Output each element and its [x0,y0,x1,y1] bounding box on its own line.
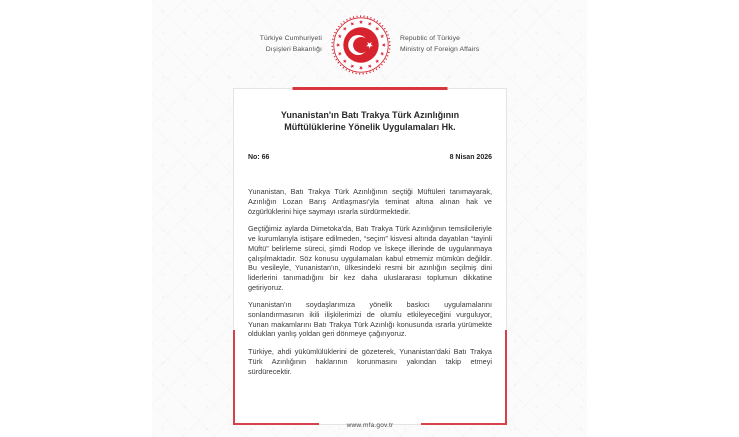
mfa-emblem-icon [331,15,391,75]
paragraph-2: Geçtiğimiz aylarda Dimetoka'da, Batı Trakya Türk Azınlığının temsilcileriyle ve kurumlarıyla istişare edilmeden, “seçim” kisvesi altında dayatılan “tayinli Müftü” belirleme süreci, şimdi Rodop ve İskeçe illerinde de uygulanmaya çalışılmaktadır. Söz konusu uygulamaları kabul etmemiz mümkün değildir. Bu vesileyle, Yunanistan'ın, ülkesindeki resmi bir azınlığın seçilmiş dini liderlerini tanımadığını bir kez daha uluslararası toplumun dikkatine getiriyoruz. [248,224,492,292]
release-date: 8 Nisan 2026 [449,154,492,162]
ministry-name-english [400,34,479,55]
page-title: Yunanistan'ın Batı Trakya Türk Azınlığının Müftülüklerine Yönelik Uygulamaları Hk. [280,110,460,133]
paragraph-1: Yunanistan, Batı Trakya Türk Azınlığının seçtiği Müftüleri tanımayarak, Azınlığın Lozan Barış Antlaşması'yla teminat altına alınan hak ve özgürlüklerini hiçe saymayı ısrarla sürdürmektedir. [248,187,492,216]
release-number: No: 66 [248,154,270,162]
website-url: www.mfa.gov.tr [346,421,394,429]
frame-line-left [233,330,235,425]
document-meta-row [248,154,492,161]
paragraph-4: Türkiye, ahdi yükümlülüklerini de gözeterek, Yunanistan'daki Batı Trakya Türk Azınlığının haklarının korunmasını yakından takip etmeyi sürdürecektir. [248,347,492,376]
ministry-name-turkish-line1: Türkiye Cumhuriyeti [259,35,323,43]
ministry-name-turkish-line2: Dışişleri Bakanlığı [265,46,323,53]
ministry-name-english-line2: Ministry of Foreign Affairs [400,46,480,53]
top-accent-line [293,87,448,90]
frame-line-right [505,330,507,425]
ministry-letterhead [152,13,587,77]
ministry-name-turkish [260,34,322,55]
ministry-name-english-line1: Republic of Türkiye [400,35,460,43]
press-release-content [234,89,506,376]
paragraph-3: Yunanistan'ın soydaşlarımıza yönelik baskıcı uygulamalarını sonlandırmasının ikili ilişkilerimizi de olumlu etkileyeceğini vurguluyor, Yunan makamlarını Batı Trakya Türk Azınlığı konusunda ısrarla yürümekte oldukları yanlış yoldan geri dönmeye çağırıyoruz. [248,300,492,339]
press-release-card [233,88,507,429]
body-text [248,187,492,376]
